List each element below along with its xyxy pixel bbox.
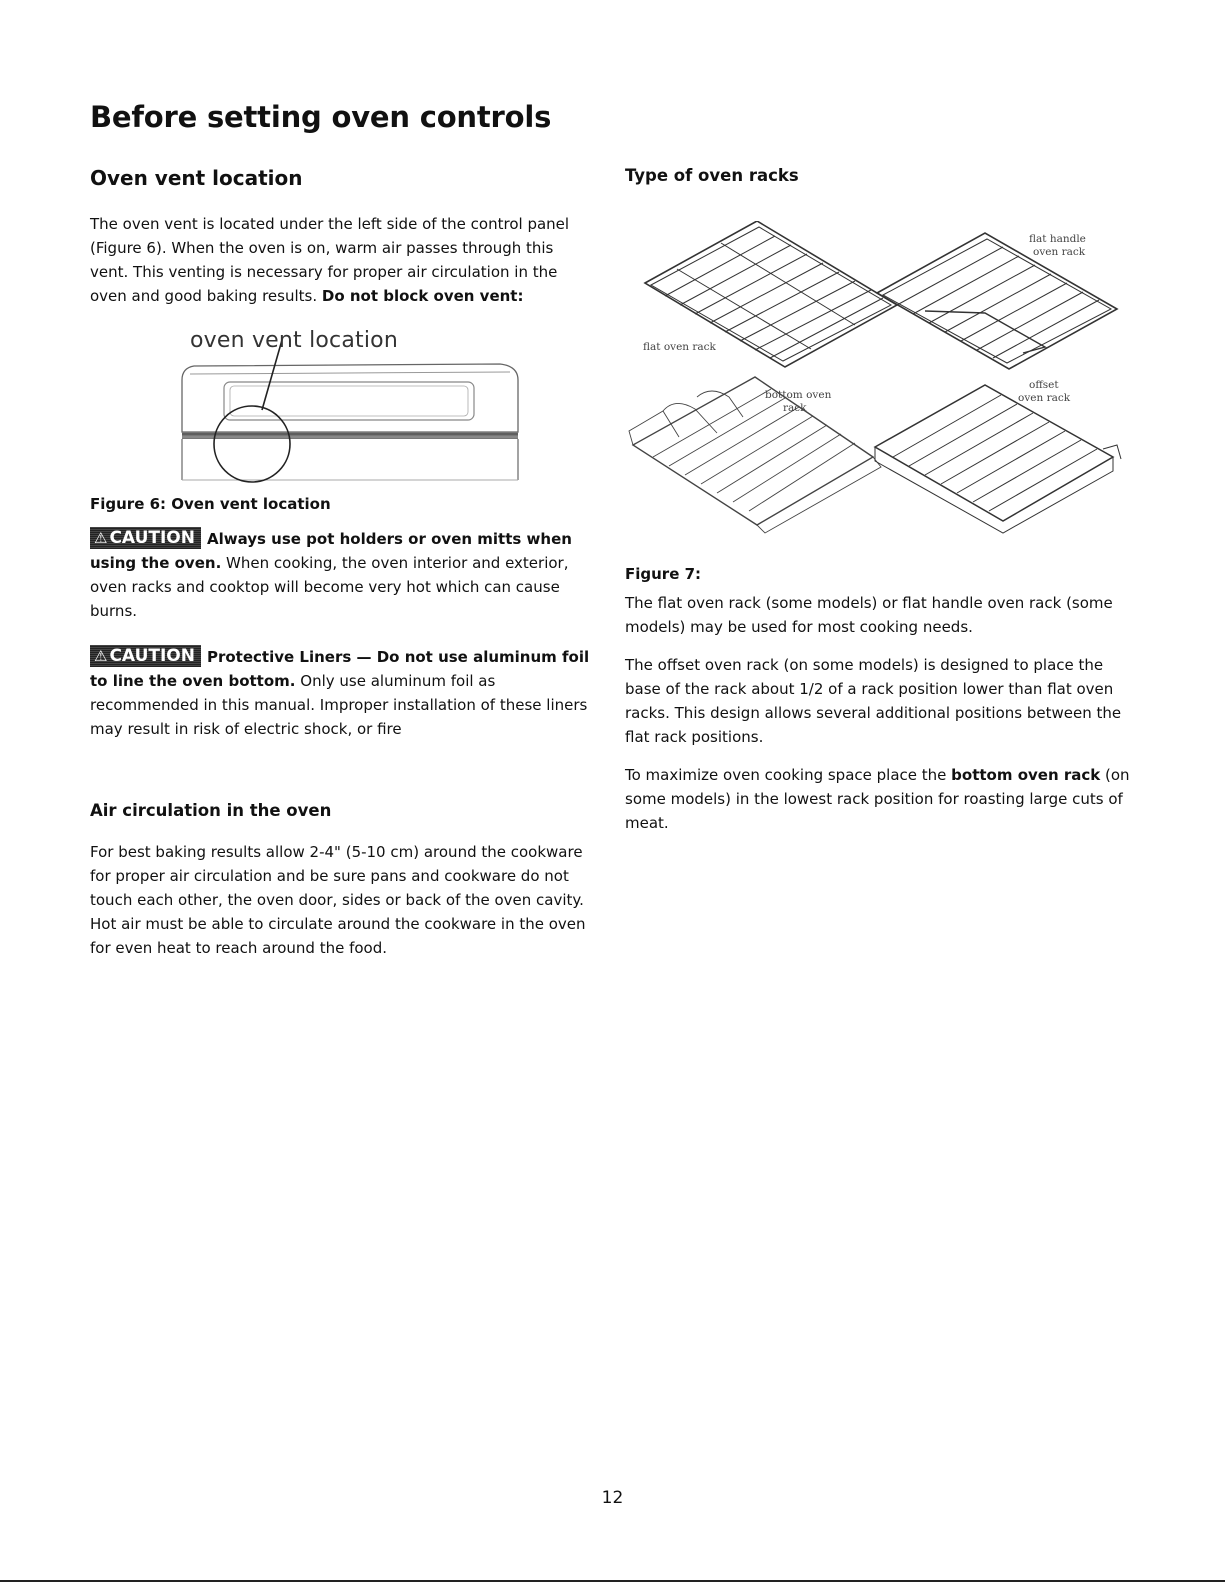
- caution-badge: [90, 527, 201, 549]
- bottom-rack-paragraph: [625, 763, 1130, 835]
- oven-racks-figure: [625, 221, 1130, 541]
- caution-liners-text: Only use aluminum foil as recommended in this manual. Improper installation of these liners may result in risk of electric shock, or fire: [90, 672, 588, 738]
- figure-6-caption: Figure 6: Oven vent location: [90, 495, 331, 513]
- caution-pot-holders-text: When cooking, the oven interior and exterior, oven racks and cooktop will become very hot which can cause burns.: [90, 554, 569, 620]
- bottom-rack-label-line1: bottom oven: [765, 389, 832, 401]
- warning-triangle-icon: ⚠: [94, 647, 108, 665]
- flat-rack-paragraph: The flat oven rack (some models) or flat handle oven rack (some models) may be used for most cooking needs.: [625, 594, 1113, 636]
- caution-liners-lead: Protective Liners —: [206, 648, 377, 666]
- right-column: [625, 166, 1130, 835]
- warning-triangle-icon: ⚠: [94, 529, 108, 547]
- bottom-rack-label-line2: rack: [783, 402, 807, 414]
- flat-handle-label-line1: flat handle: [1029, 233, 1086, 245]
- oven-vent-heading: Oven vent location: [90, 166, 303, 190]
- oven-vent-paragraph: [90, 212, 590, 308]
- oven-vent-text: The oven vent is located under the left side of the control panel (Figure 6). When the oven is on, warm air passes through this vent. This venting is necessary for proper air circulation in the oven and good baking results.: [90, 215, 570, 305]
- caution-badge-text: CAUTION: [109, 528, 195, 548]
- offset-rack-label-line2: oven rack: [1018, 392, 1071, 404]
- air-circulation-heading: Air circulation in the oven: [90, 801, 332, 820]
- bottom-rack-bold: bottom oven rack: [951, 766, 1101, 784]
- oven-vent-warning: Do not block oven vent:: [321, 287, 524, 305]
- air-circulation-paragraph: For best baking results allow 2-4" (5-10 cm) around the cookware for proper air circulation and be sure pans and cookware do not touch each other, the oven door, sides or back of the oven cavity. Hot air must be able to circulate around the cookware in the oven for even heat to reach around the food.: [90, 843, 586, 957]
- left-column: [90, 166, 590, 960]
- caution-pot-holders: [90, 527, 590, 623]
- bottom-rack-text-before: To maximize oven cooking space place the: [625, 766, 952, 784]
- flat-handle-label-line2: oven rack: [1033, 246, 1086, 258]
- caution-liners-bold: Do not use aluminum foil to line the oven bottom.: [90, 648, 590, 690]
- offset-rack-paragraph: The offset oven rack (on some models) is designed to place the base of the rack about 1/2 of a rack position lower than flat oven racks. This design allows several additional positions between the flat rack positions.: [625, 656, 1122, 746]
- bottom-rack-text-after: (on some models) in the lowest rack position for roasting large cuts of meat.: [625, 766, 1130, 832]
- caution-badge-text: CAUTION: [109, 646, 195, 666]
- page-title: Before setting oven controls: [90, 100, 552, 134]
- offset-oven-rack: [875, 385, 1121, 533]
- bottom-rule: [0, 1580, 1225, 1582]
- caution-badge: [90, 645, 201, 667]
- page-number: 12: [601, 1488, 624, 1508]
- figure-7-caption: Figure 7:: [625, 565, 702, 583]
- oven-vent-figure-label: oven vent location: [190, 328, 398, 353]
- bottom-oven-rack: [629, 377, 881, 533]
- flat-oven-rack-label: flat oven rack: [643, 341, 716, 353]
- oven-racks-heading: Type of oven racks: [625, 166, 799, 185]
- oven-vent-figure: [90, 310, 590, 485]
- caution-pot-holders-bold: Always use pot holders or oven mitts when using the oven.: [90, 530, 572, 572]
- caution-protective-liners: [90, 645, 590, 741]
- offset-rack-label-line1: offset: [1029, 379, 1059, 391]
